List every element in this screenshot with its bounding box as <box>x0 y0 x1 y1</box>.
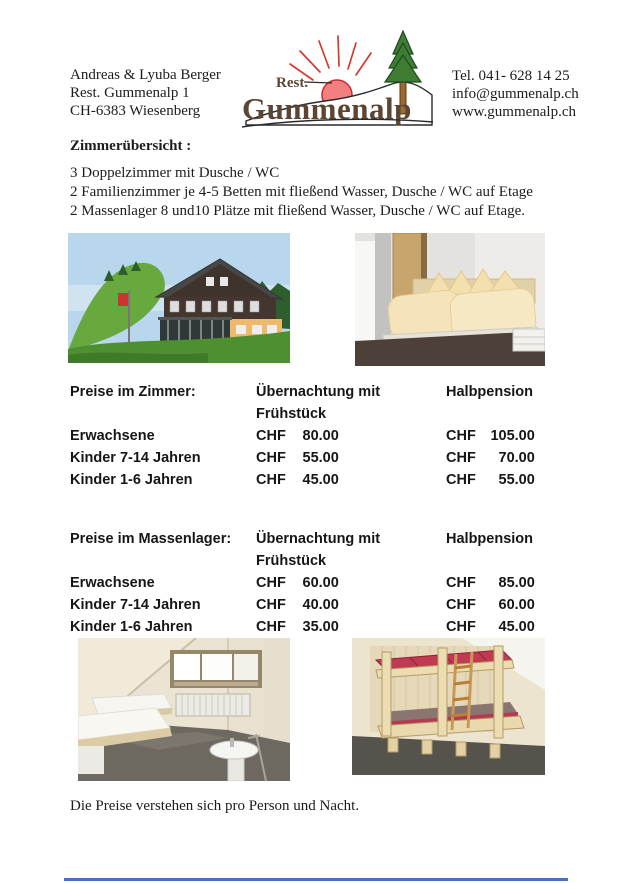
overview-item: 3 Doppelzimmer mit Dusche / WC <box>70 165 280 181</box>
row-label: Kinder 1-6 Jahren <box>70 619 193 635</box>
logo-illustration <box>240 28 435 130</box>
email-address: info@gummenalp.ch <box>452 86 579 102</box>
column-header-hp: Halbpension <box>446 531 534 547</box>
table-row <box>70 469 568 491</box>
footer-rule <box>64 878 568 881</box>
price-hp: CHF 60.00 <box>446 597 535 613</box>
column-header-hp: Halbpension <box>446 384 534 400</box>
row-label: Kinder 1-6 Jahren <box>70 472 193 488</box>
price-hp: CHF 70.00 <box>446 450 535 466</box>
price-table-massenlager <box>70 528 568 638</box>
price-hp: CHF 85.00 <box>446 575 535 591</box>
column-header-bb: Übernachtung mit Frühstück <box>256 384 381 422</box>
photo-double-bed-room <box>355 233 545 366</box>
sender-city: CH-6383 Wiesenberg <box>70 103 201 119</box>
column-header-bb: Übernachtung mit Frühstück <box>256 531 381 569</box>
overview-item: 2 Familienzimmer je 4-5 Betten mit fließend Wasser, Dusche / WC auf Etage <box>70 184 533 200</box>
photo-bunk-beds <box>352 638 545 775</box>
price-hp: CHF 55.00 <box>446 472 535 488</box>
price-table-zimmer <box>70 381 568 491</box>
price-bb: CHF 55.00 <box>256 450 339 466</box>
price-bb: CHF 35.00 <box>256 619 339 635</box>
price-bb: CHF 45.00 <box>256 472 339 488</box>
table-row <box>70 447 568 469</box>
table-header-row <box>70 528 568 572</box>
overview-item: 2 Massenlager 8 und10 Plätze mit fließend Wasser, Dusche / WC auf Etage. <box>70 203 526 219</box>
website-url: www.gummenalp.ch <box>452 104 576 120</box>
sender-name: Andreas & Lyuba Berger <box>70 67 221 83</box>
price-hp: CHF 45.00 <box>446 619 535 635</box>
footer-note: Die Preise verstehen sich pro Person und Nacht. <box>70 798 360 814</box>
table-row <box>70 616 568 638</box>
pine-tree-icon <box>385 31 421 82</box>
row-label: Kinder 7-14 Jahren <box>70 597 201 613</box>
table-title: Preise im Massenlager: <box>70 531 232 547</box>
row-label: Erwachsene <box>70 428 155 444</box>
overview-list <box>70 164 533 221</box>
table-header-row <box>70 381 568 425</box>
price-bb: CHF 80.00 <box>256 428 339 444</box>
table-row <box>70 425 568 447</box>
price-hp: CHF 105.00 <box>446 428 535 444</box>
row-label: Kinder 7-14 Jahren <box>70 450 201 466</box>
table-title: Preise im Zimmer: <box>70 384 196 400</box>
photo-dorm-room <box>78 638 290 781</box>
sender-street: Rest. Gummenalp 1 <box>70 85 190 101</box>
logo-name-text: Gummenalp <box>242 91 412 126</box>
price-bb: CHF 40.00 <box>256 597 339 613</box>
row-label: Erwachsene <box>70 575 155 591</box>
overview-heading: Zimmerübersicht : <box>70 138 192 154</box>
table-row <box>70 572 568 594</box>
gummenalp-logo <box>240 28 435 130</box>
price-bb: CHF 60.00 <box>256 575 339 591</box>
photo-house-exterior <box>68 233 290 363</box>
contact-block <box>452 67 579 121</box>
logo-prefix-text: Rest. <box>276 75 309 91</box>
phone-number: Tel. 041- 628 14 25 <box>452 68 570 84</box>
sender-address <box>70 66 221 120</box>
table-row <box>70 594 568 616</box>
